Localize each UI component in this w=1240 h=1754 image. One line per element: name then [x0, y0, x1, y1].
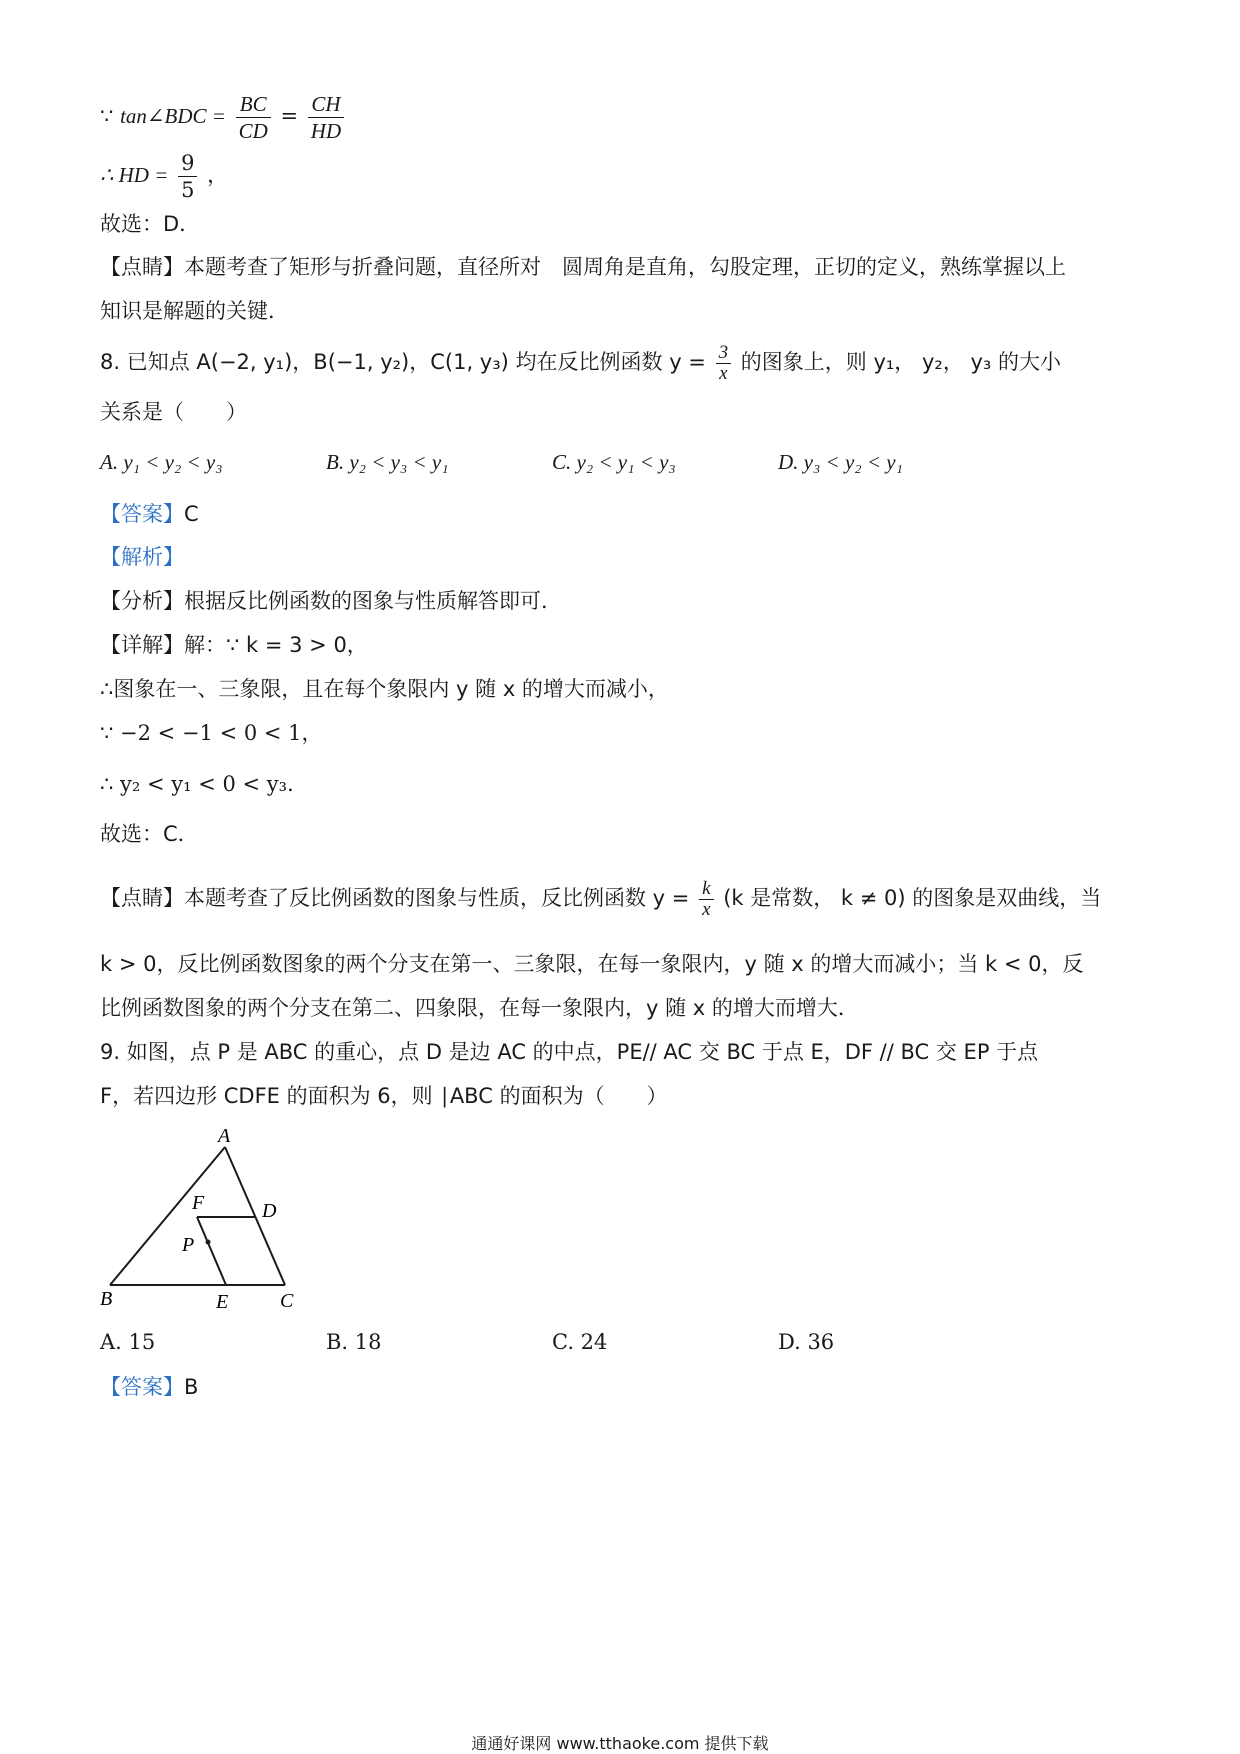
fraction-numerator: k [702, 877, 711, 899]
label-b: B [100, 1288, 113, 1310]
page-footer: 通通好课网 www.tthaoke.com 提供下载 [471, 1734, 769, 1753]
label-d: D [262, 1200, 277, 1222]
q8-comment [100, 868, 1101, 928]
q8-step-4: 故选：C． [100, 822, 199, 846]
q9-stem: 9. 如图，点 P 是 ABC 的重心，点 D 是边 AC 的中点，PE// AC 交 BC 于点 E，DF // BC 交 EP 于点 [100, 1040, 1039, 1064]
q8-comment-cont-1: k > 0，反比例函数图象的两个分支在第一、三象限，在每一象限内，y 随 x 的增大而减小；当 k < 0，反 [100, 952, 1084, 976]
comment-tag: 【点睛】 [100, 255, 184, 279]
comment-text-2: (k 是常数， k ≠ 0) 的图象是双曲线，当 [723, 886, 1102, 910]
label-e: E [216, 1291, 229, 1313]
q8-comment-cont-2: 比例函数图象的两个分支在第二、四象限，在每一象限内，y 随 x 的增大而增大． [100, 996, 859, 1020]
fraction-denominator: 5 [178, 176, 197, 203]
tan-expression: tan∠BDC = [120, 104, 226, 128]
because-symbol: ∵ [100, 104, 114, 128]
q8-answer [100, 500, 199, 528]
q8-stem-part1: 8. 已知点 A(−2, y₁)，B(−1, y₂)，C(1, y₃) 均在反比例函数 y = [100, 350, 706, 374]
fraction-numerator: 9 [181, 151, 195, 175]
fraction-denominator: x [716, 363, 730, 384]
q9-option-d[interactable]: D. 36 [778, 1330, 835, 1354]
fraction-ch-hd [308, 91, 344, 144]
formula-hd [100, 145, 228, 205]
hd-expression: ∴ HD = [100, 163, 169, 187]
comment-tag: 【点睛】 [100, 886, 184, 910]
label-p: P [182, 1234, 195, 1256]
q9-option-a[interactable]: A. 15 [100, 1330, 156, 1354]
fraction-nine-fifths [178, 150, 197, 203]
answer-value: B [184, 1375, 199, 1399]
label-f: F [192, 1192, 205, 1214]
comment-text: 本题考查了矩形与折叠问题，直径所对 圆周角是直角，勾股定理，正切的定义，熟练掌握以上 [184, 255, 1066, 279]
fraction-bc-cd [236, 91, 271, 144]
analysis-sub-tag: 【分析】 [100, 589, 184, 613]
fraction-denominator: x [699, 899, 713, 920]
label-c: C [280, 1290, 294, 1312]
detail-tag: 【详解】 [100, 633, 184, 657]
comment-paragraph [100, 253, 1066, 281]
q8-step-1: ∴图象在一、三象限，且在每个象限内 y 随 x 的增大而减小， [100, 677, 669, 701]
answer-tag: 【答案】 [100, 502, 184, 526]
q9-option-b[interactable]: B. 18 [326, 1330, 382, 1354]
comment-text: 本题考查了反比例函数的图象与性质，反比例函数 y = [184, 886, 690, 910]
fraction-denominator: HD [308, 117, 344, 144]
analysis-tag: 【解析】 [100, 545, 184, 569]
comma: ， [207, 163, 229, 187]
point-p-dot [206, 1240, 211, 1245]
q9-option-c[interactable]: C. 24 [552, 1330, 608, 1354]
q8-stem-cont: 关系是（ ） [100, 400, 247, 424]
fraction-numerator: 3 [718, 341, 729, 363]
q8-option-d[interactable]: D. y₃ < y₂ < y₁ [778, 450, 903, 474]
fraction-three-over-x [716, 343, 732, 384]
fraction-numerator: CH [311, 92, 341, 116]
answer-value: C [184, 502, 199, 526]
formula-tan-bdc [100, 86, 347, 146]
q8-step-3: ∴ y₂ < y₁ < 0 < y₃． [100, 772, 309, 796]
analysis-text: 根据反比例函数的图象与性质解答即可． [184, 589, 562, 613]
triangle-figure [90, 1125, 330, 1325]
q8-stem [100, 332, 1061, 392]
detail-text: 解：∵ k = 3 > 0， [184, 633, 368, 657]
choice-d-line: 故选：D． [100, 212, 201, 236]
answer-tag: 【答案】 [100, 1375, 184, 1399]
q8-analysis [100, 587, 562, 615]
q8-option-b[interactable]: B. y₂ < y₃ < y₁ [326, 450, 449, 474]
comment-paragraph-cont: 知识是解题的关键． [100, 299, 289, 323]
q8-option-a[interactable]: A. y₁ < y₂ < y₃ [100, 450, 223, 474]
fraction-k-over-x [699, 879, 713, 920]
q8-option-c[interactable]: C. y₂ < y₁ < y₃ [552, 450, 676, 474]
q8-step-2: ∵ −2 < −1 < 0 < 1， [100, 721, 323, 745]
segment-fe [197, 1217, 226, 1285]
fraction-numerator: BC [239, 92, 267, 116]
q8-stem-part2: 的图象上，则 y₁， y₂， y₃ 的大小 [740, 350, 1062, 374]
q9-stem-cont: F，若四边形 CDFE 的面积为 6，则 ∣ABC 的面积为（ ） [100, 1084, 668, 1108]
q9-answer [100, 1373, 198, 1401]
label-a: A [218, 1125, 231, 1147]
fraction-denominator: CD [236, 117, 271, 144]
q8-detail [100, 631, 368, 659]
equals-sign: = [280, 104, 299, 128]
